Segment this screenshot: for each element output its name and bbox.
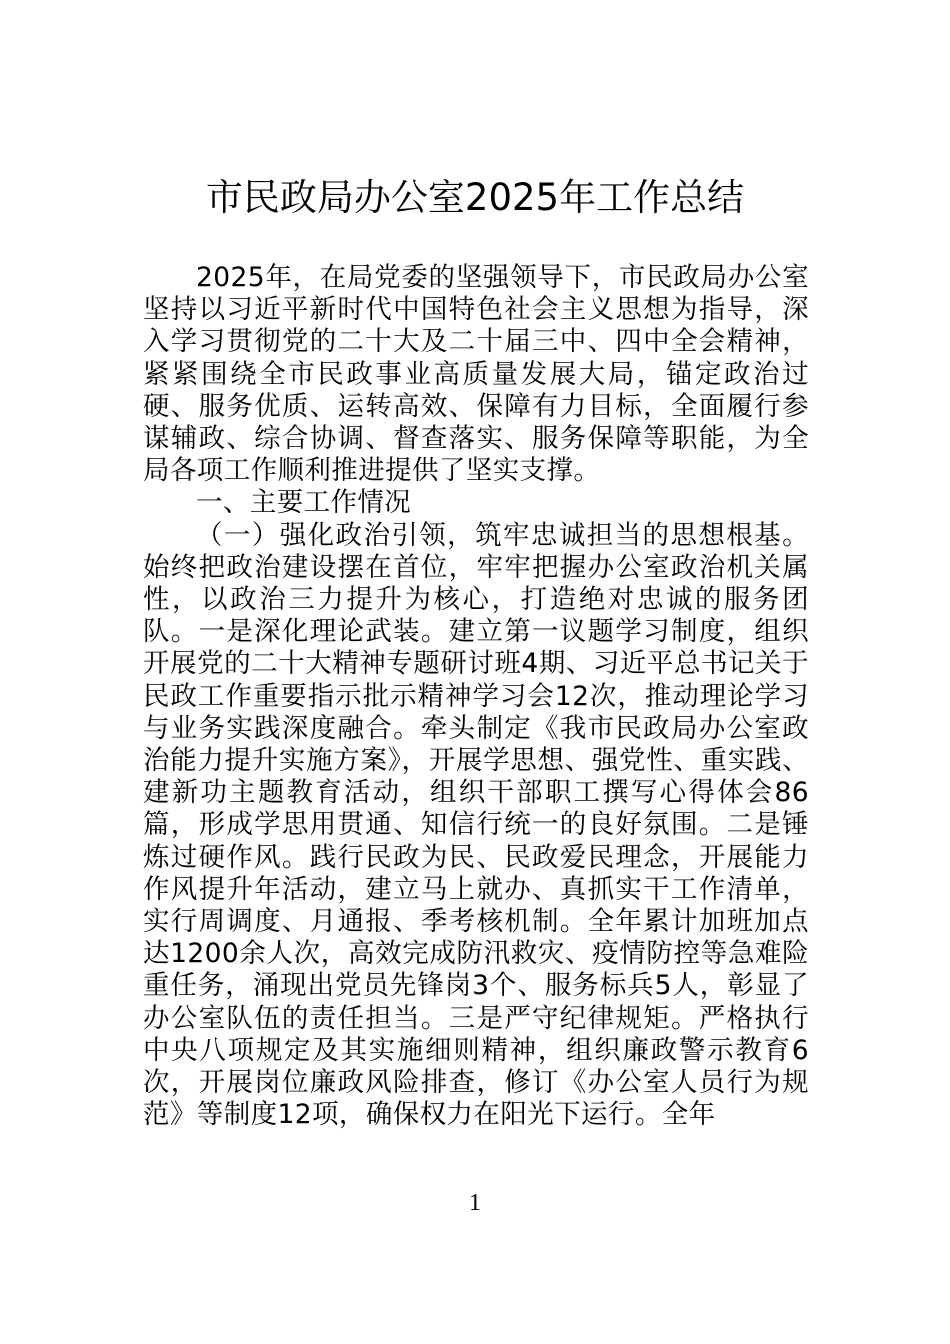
intro-paragraph: 2025年，在局党委的坚强领导下，市民政局办公室坚持以习近平新时代中国特色社会主义思想为指导，深入学习贯彻党的二十大及二十届三中、四中全会精神，紧紧围绕全市民政事业高质量发展大局，锚定政治过硬、服务优质、运转高效、保障有力目标，全面履行参谋辅政、综合协调、督查落实、服务保障等职能，为全局各项工作顺利推进提供了坚实支撑。 bbox=[143, 262, 809, 487]
subsection-paragraph-political-leadership: （一）强化政治引领，筑牢忠诚担当的思想根基。始终把政治建设摆在首位，牢牢把握办公室政治机关属性，以政治三力提升为核心，打造绝对忠诚的服务团队。一是深化理论武装。建立第一议题学习制度，组织开展党的二十大精神专题研讨班4期、习近平总书记关于民政工作重要指示批示精神学习会12次，推动理论学习与业务实践深度融合。牵头制定《我市民政局办公室政治能力提升实施方案》，开展学思想、强党性、重实践、建新功主题教育活动，组织干部职工撰写心得体会86篇，形成学思用贯通、知信行统一的良好氛围。二是锤炼过硬作风。践行民政为民、民政爱民理念，开展能力作风提升年活动，建立马上就办、真抓实干工作清单，实行周调度、月通报、季考核机制。全年累计加班加点达1200余人次，高效完成防汛救灾、疫情防控等急难险重任务，涌现出党员先锋岗3个、服务标兵5人，彰显了办公室队伍的责任担当。三是严守纪律规矩。严格执行中央八项规定及其实施细则精神，组织廉政警示教育6次，开展岗位廉政风险排查，修订《办公室人员行为规范》等制度12项，确保权力在阳光下运行。全年 bbox=[143, 519, 809, 1131]
document-title: 市民政局办公室2025年工作总结 bbox=[205, 176, 745, 219]
section-heading-main-work: 一、主要工作情况 bbox=[196, 487, 412, 519]
page-number: 1 bbox=[469, 1190, 481, 1216]
document-body bbox=[143, 262, 809, 1131]
